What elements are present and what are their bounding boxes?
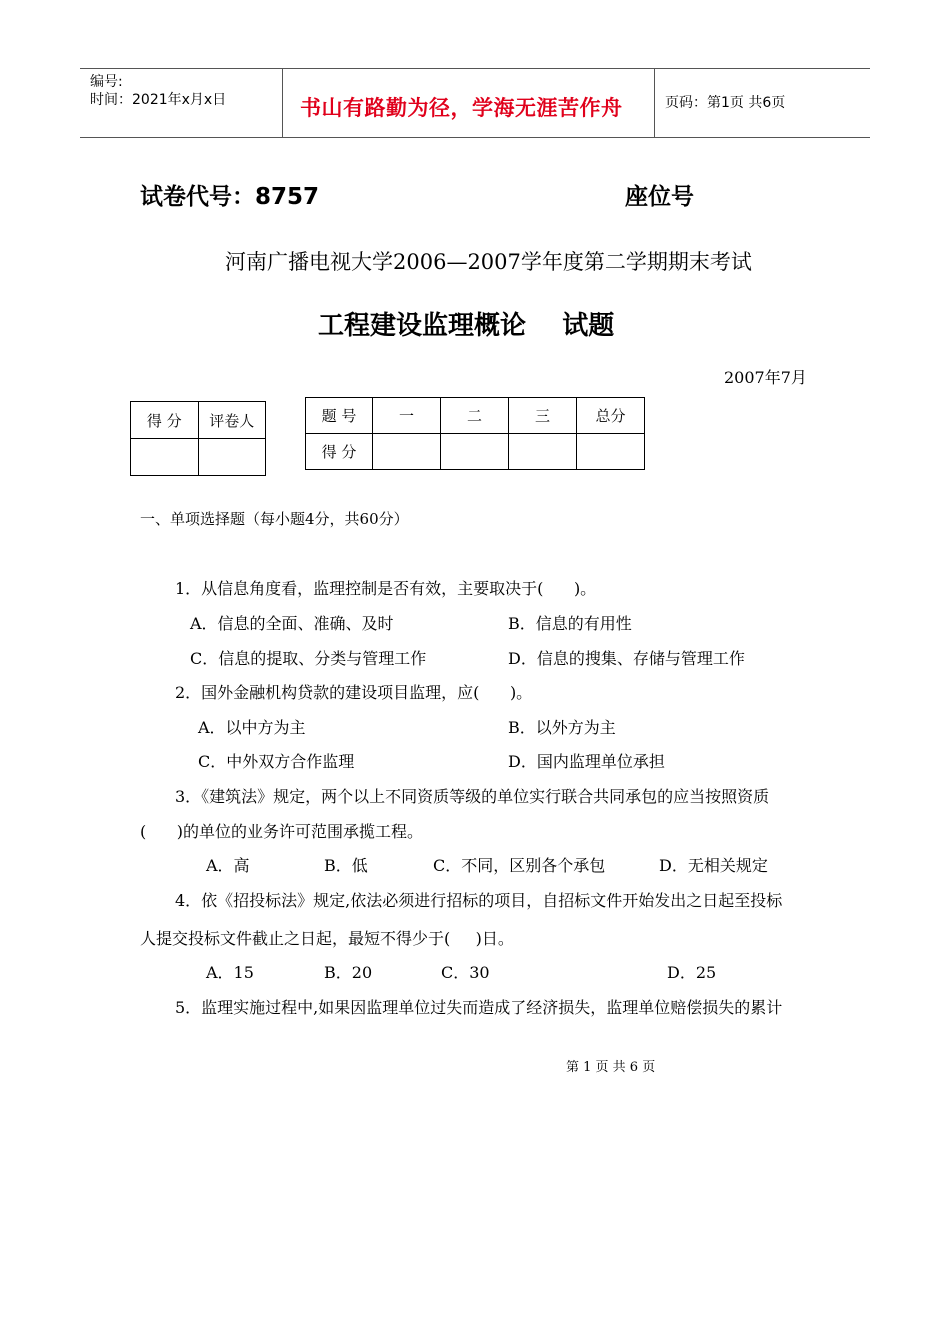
motto: 书山有路勤为径，学海无涯苦作舟	[300, 95, 623, 120]
grader-table	[130, 401, 266, 476]
q4-stem-line2: 人提交投标文件截止之日起，最短不得少于( )日。	[140, 929, 514, 948]
q3-option-c[interactable]: C．不同，区别各个承包	[433, 856, 606, 875]
q1-option-b[interactable]: B．信息的有用性	[508, 614, 632, 633]
score-table	[305, 397, 645, 470]
score-cell-2[interactable]	[441, 434, 509, 470]
page-footer: 第 1 页 共 6 页	[566, 1060, 656, 1075]
score-cell-3[interactable]	[509, 434, 577, 470]
grader-name-header: 评卷人	[198, 402, 266, 439]
q4-option-c[interactable]: C．30	[441, 963, 490, 982]
header-motto-cell	[282, 69, 655, 137]
q4-option-b[interactable]: B．20	[324, 963, 373, 982]
score-header-label: 题 号	[306, 398, 373, 434]
document-header	[80, 68, 870, 138]
q2-option-b[interactable]: B．以外方为主	[508, 718, 616, 737]
q3-stem-line2: ( )的单位的业务许可范围承揽工程。	[140, 822, 424, 841]
q2-option-a[interactable]: A．以中方为主	[198, 718, 306, 737]
header-meta	[80, 69, 283, 137]
q3-stem-line1: 3．《建筑法》规定，两个以上不同资质等级的单位实行联合共同承包的应当按照资质	[175, 787, 770, 806]
score-row-label: 得 分	[306, 434, 373, 470]
university-title: 河南广播电视大学2006—2007学年度第二学期期末考试	[225, 250, 752, 274]
q1-option-a[interactable]: A．信息的全面、准确、及时	[190, 614, 394, 633]
score-header-2: 二	[441, 398, 509, 434]
score-header-1: 一	[373, 398, 441, 434]
score-cell-1[interactable]	[373, 434, 441, 470]
q4-option-a[interactable]: A．15	[206, 963, 254, 982]
q3-option-d[interactable]: D．无相关规定	[659, 856, 768, 875]
exam-title: 工程建设监理概论 试题	[318, 311, 615, 341]
q2-option-c[interactable]: C．中外双方合作监理	[198, 752, 355, 771]
q1-stem: 1．从信息角度看，监理控制是否有效，主要取决于( )。	[175, 579, 597, 598]
q5-stem-line1: 5．监理实施过程中,如果因监理单位过失而造成了经济损失，监理单位赔偿损失的累计	[175, 998, 783, 1017]
paper-code: 试卷代号：8757	[140, 184, 320, 210]
q2-stem: 2．国外金融机构贷款的建设项目监理，应( )。	[175, 683, 533, 702]
q1-option-c[interactable]: C．信息的提取、分类与管理工作	[190, 649, 427, 668]
grader-name-cell[interactable]	[198, 439, 266, 476]
score-header-3: 三	[509, 398, 577, 434]
q2-option-d[interactable]: D．国内监理单位承担	[508, 752, 665, 771]
header-page-label: 页码：第1页 共6页	[665, 95, 786, 111]
q1-option-d[interactable]: D．信息的搜集、存储与管理工作	[508, 649, 745, 668]
time-label: 时间：2021年x月x日	[90, 92, 227, 108]
exam-date: 2007年7月	[724, 368, 807, 387]
score-cell-total[interactable]	[577, 434, 645, 470]
score-header-total: 总分	[577, 398, 645, 434]
grader-score-header: 得 分	[131, 402, 199, 439]
section-heading: 一、单项选择题（每小题4分，共60分）	[140, 510, 409, 528]
grader-score-cell[interactable]	[131, 439, 199, 476]
seat-label: 座位号	[625, 184, 694, 210]
q3-option-b[interactable]: B．低	[324, 856, 368, 875]
q3-option-a[interactable]: A．高	[206, 856, 250, 875]
serial-label: 编号:	[90, 74, 123, 90]
q4-option-d[interactable]: D．25	[667, 963, 717, 982]
header-page-cell	[655, 69, 870, 137]
q4-stem-line1: 4．依《招投标法》规定,依法必须进行招标的项目，自招标文件开始发出之日起至投标	[175, 891, 783, 910]
